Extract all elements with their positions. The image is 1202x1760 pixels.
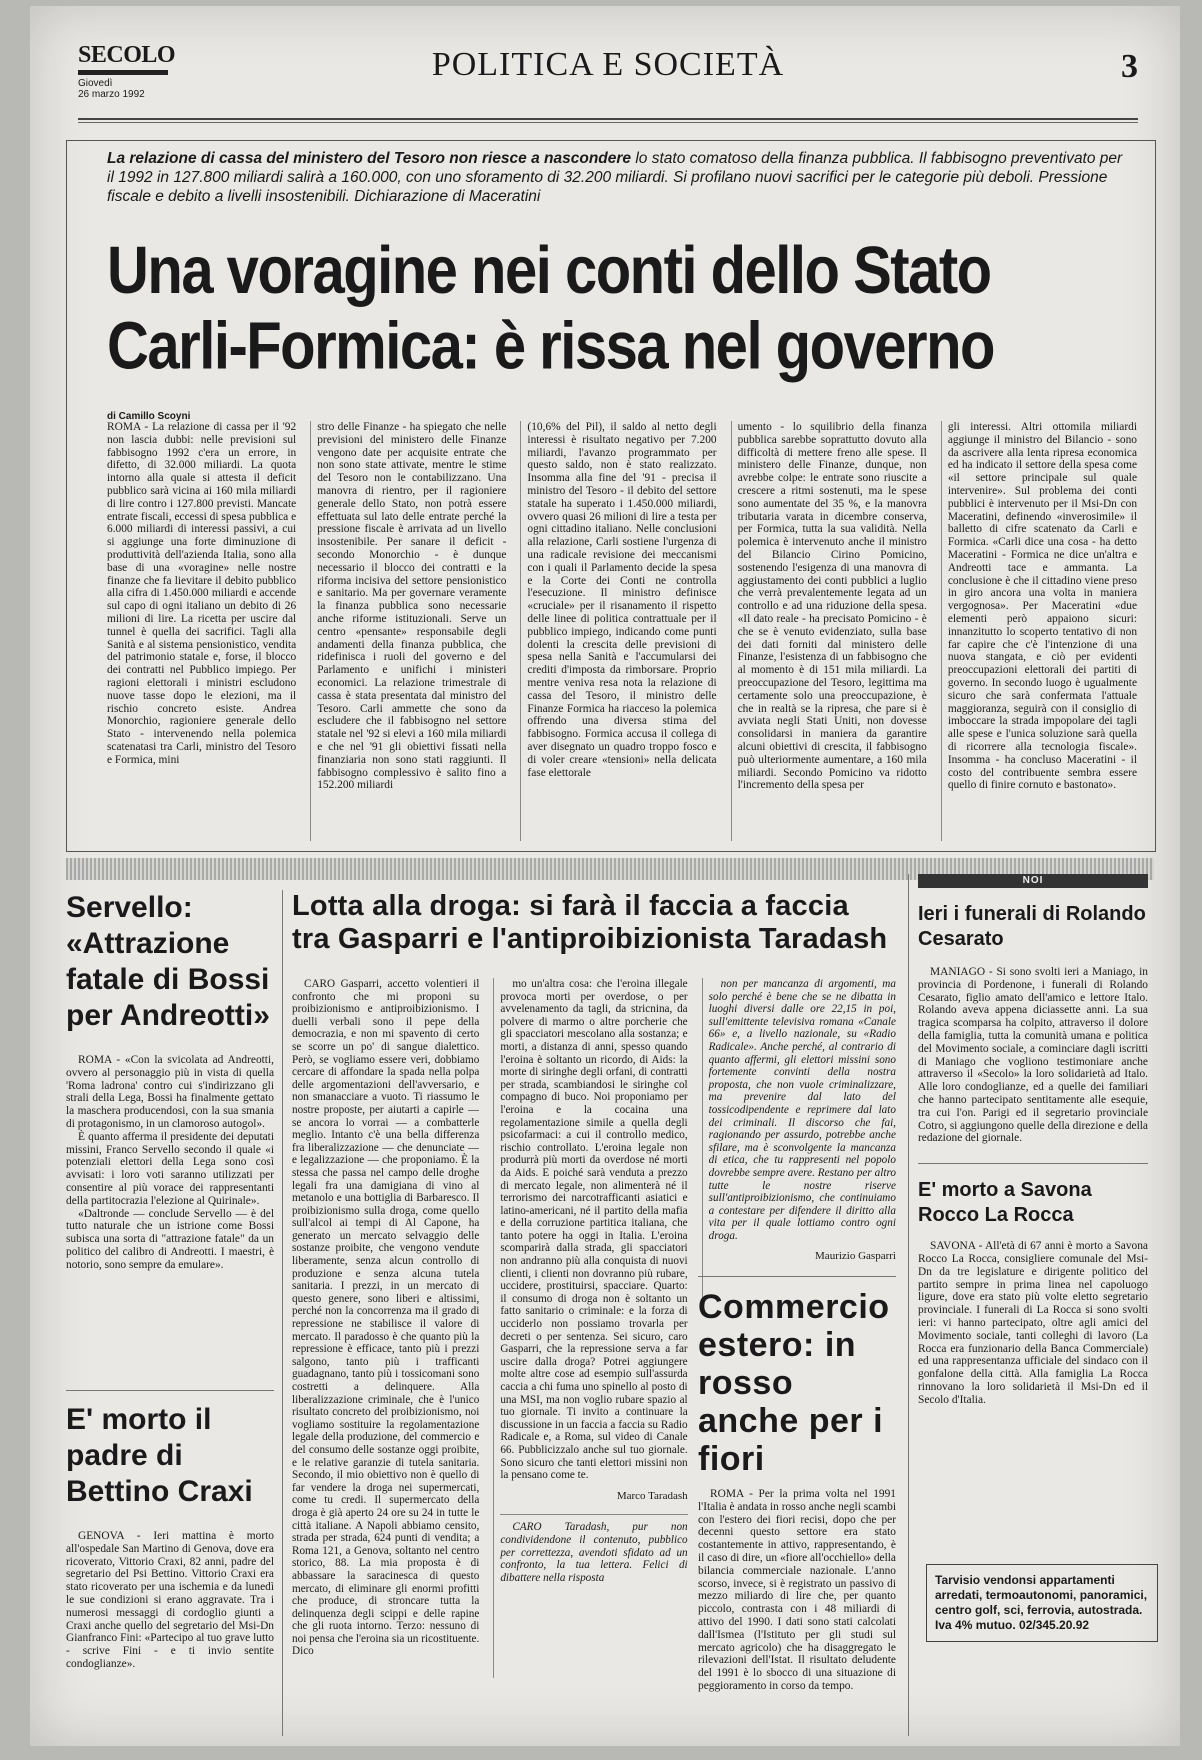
droga-headline-line-2: tra Gasparri e l'antiproibizionista Taradash bbox=[292, 923, 888, 955]
droga-column bbox=[493, 978, 687, 1678]
column-rule bbox=[282, 890, 283, 1736]
lead-summary-bold: La relazione di cassa del ministero del Tesoro non riesce a nascondere bbox=[107, 150, 632, 167]
article-separator bbox=[918, 1163, 1148, 1164]
lead-columns bbox=[107, 421, 1137, 841]
commercio-body bbox=[698, 1488, 896, 1693]
servello-headline: Servello: «Attrazione fatale di Bossi per Andreotti» bbox=[66, 891, 270, 1032]
signature-taradash: Marco Taradash bbox=[616, 1489, 688, 1502]
lead-byline: di Camillo Scoyni bbox=[107, 411, 191, 422]
lead-column: umento - lo squilibrio della finanza pubblica sarebbe soprattutto dovuto alla difficoltà di mettere freno alle spese. Il ministero delle Finanze, dunque, non avrebbe colpe: le entrate sono riuscite a crescere a ritmi sostenuti, ma le spese sono aumentate del 35 %, e la manovra tributaria varata in dicembre conserva, per Formica, tutta la sua validità. Nella polemica è intervenuto anche il ministro del Bilancio Cirino Pomicino, sostenendo l'esigenza di una manovra di aggiustamento dei conti pubblici a luglio che verrà prevalentemente legata ad un controllo e ad una riduzione della spesa. «Il dato reale - ha precisato Pomicino - è che se è venuto evidenziato, sulla base dei dati forniti dal ministero delle Finanze, l'esistenza di un fabbisogno che al momento è di 151 mila miliardi. La preoccupazione del Tesoro, legittima ma certamente solo una preoccupazione, è che in realtà se la ripresa, che pare si è avviata negli Stati Uniti, non dovesse consolidarsi in maniera da garantire alcuni obiettivi di crescita, il fabbisogno può ulteriormente aumentare, a 160 mila miliardi. Secondo Pomicino va ridotto l'incremento della spesa per bbox=[731, 421, 927, 841]
larocca-paragraph: SAVONA - All'età di 67 anni è morto a Savona Rocco La Rocca, consigliere comunale del Msi-Dn da tre legislature e dirigente politico del partito sempre in prima linea nel capoluogo ligure, dove era stato più volte eletto segretario provinciale. I funerali di La Rocca si sono svolti ieri: vi hanno partecipato, oltre agli amici del Movimento sociale, tanti colleghi di lavoro (La Rocca era funzionario della Banca Commerciale) ed una rappresentanza ufficiale del sindaco con il gonfalone della città. Alla famiglia La Rocca rinnovano la loro solidarietà il Msi-Dn ed il Secolo d'Italia. bbox=[918, 1240, 1148, 1406]
page-number: 3 bbox=[1121, 48, 1138, 85]
servello-body bbox=[66, 1054, 274, 1272]
commercio-paragraph: ROMA - Per la prima volta nel 1991 l'Italia è andata in rosso anche negli scambi con l'estero dei fiori recisi, dopo che per decenni questo settore era stato costantemente in attivo, rappresentando, è il caso di dire, un «fiore all'occhiello» della bilancia commerciale nazionale. L'anno scorso, invece, si è registrato un passivo di mezzo miliardo di lire che, per quanto piccolo, contrasta con i 48 miliardi di attivo del 1990. I dati sono stati calcolati dall'Ismea (l'Istituto per gli studi sul mercato agricolo) che ha disaggregato le rilevazioni dell'Istat. Il risultato deludente del 1991 è lo sbocco di una situazione di peggioramento in corso da tempo. bbox=[698, 1488, 896, 1692]
droga-headline bbox=[292, 890, 896, 956]
funerali-body bbox=[918, 966, 1148, 1145]
commercio-headline: Commercio estero: in rosso anche per i fiori bbox=[698, 1288, 890, 1478]
servello-paragraph: «Daltronde — conclude Servello — è del tutto naturale che un istrione come Bossi subisca una sorta di "attrazione fatale" da un politico del calibro di Andreotti. I maestri, è notorio, sono sempre da emulare». bbox=[66, 1207, 274, 1271]
lead-headline bbox=[107, 233, 1137, 385]
droga-column bbox=[702, 978, 896, 1308]
servello-paragraph: ROMA - «Con la svicolata ad Andreotti, ovvero al personaggio più in vista di quella 'Roma ladrona' contro cui s'indirizzano gli strali della Lega, Bossi ha finalmente gettato la maschera producendosi, con la sua smania di protagonismo, in un clamoroso autogol». bbox=[66, 1054, 274, 1130]
signature-gasparri: Maurizio Gasparri bbox=[815, 1250, 896, 1263]
issue-date-value: 26 marzo 1992 bbox=[78, 89, 145, 100]
newspaper-page bbox=[30, 6, 1180, 1746]
article-separator bbox=[66, 1390, 274, 1391]
droga-reply-note: CARO Taradash, pur non condividendone il contenuto, pubblico per correttezza, avendoti sfidato ad un confronto, la tua lettera. Felici di dibattere nella risposta bbox=[500, 1514, 687, 1584]
masthead bbox=[78, 42, 1138, 112]
lead-summary bbox=[107, 149, 1127, 206]
droga-paragraph: CARO Gasparri, accetto volentieri il confronto che mi proponi su proibizionismo e antiproibizionismo. I duelli verbali sono il pepe della democrazia, e non mi spavento di certo se scorre un po' di sangue dialettico. Però, se vogliamo essere veri, dobbiamo cercare di affondare la spada nella polpa delle argomentazioni dell'avversario, e non smanacciare a vuoto. Ti riassumo le nostre proposte, per aiutarti a capirle — se ancora lo vorrai — a combatterle meglio. Intanto c'è una bella differenza fra liberalizzazione — che denunciate — e legalizzazione — che proponiamo. È la stessa che passa nel campo delle droghe legali fra una damigiana di vino al metanolo e una bottiglia di Barbaresco. Il proibizionismo sulla droga, come quello sull'alcol ai tempi di Al Capone, ha generato un mercato selvaggio delle sostanze proibite, che vengono vendute liberamente, senza alcun controllo di produzione e senza alcuna tutela sanitaria. I prezzi, in un mercato di questo genere, sono liberi e altissimi, perché non la concorrenza ma il grado di repressione ne stabilisce il valore di mercato. Il paradosso è che quanto più la repressione è efficace, tanto più i prezzi salgono, tanto più i trafficanti guadagnano, tanto più i tossicomani sono costretti a delinquere. Alla liberalizzazione criminale, che è l'unico risultato concreto del proibizionismo, noi vogliamo sostituire la regolamentazione legale della produzione, del commercio e del consumo delle sostanze oggi proibite, e le relative garanzie di tutela sanitaria. Secondo, il mio obiettivo non è quello di far vendere la droga nei supermercati, come tu credi. Il supermercato della droga è già aperto 24 ore su 24 in tutte le città italiane. A Napoli abbiamo censito, strada per strada, 624 punti di vendita; a Roma 121, a Genova, soltanto nel centro storico, 88. La mia proposta è di abbassare la saracinesca di questo mercato, di eliminare gli enormi profitti che produce, di stroncare tutta la delinquenza degli scippi e delle rapine che gli ruota intorno. Terzo: nessuno di noi pensa che l'eroina sia un ricostituente. Dico bbox=[292, 978, 480, 1658]
issue-day: Giovedì bbox=[78, 78, 113, 89]
lead-column: stro delle Finanze - ha spiegato che nelle previsioni del ministero delle Finanze vengono date per acquisite entrate che non sono state attivate, mentre le stime del Tesoro non le contabilizzano. Una manovra di rientro, per il ragioniere generale dello Stato, non potrà essere effettuata sul lato delle entrate perché la pressione fiscale è arrivata ad un livello insostenibile. Per sanare il deficit - secondo Monorchio - è dunque necessario il blocco dei contratti e la riforma incisiva del settore pensionistico e sanitario. Ma per governare veramente la finanza pubblica sono necessarie anche riforme istituzionali. Serve un centro «pensante» responsabile degli andamenti della finanza pubblica, che ridefinisca i ruoli del governo e del Parlamento e unifichi i ministeri economici. La relazione trimestrale di cassa è stata presentata dal ministro del Tesoro. Carli ammette che sono da escludere che il fabbisogno nel settore statale nel '92 si elevi a 160 mila miliardi e che nel '91 gli obiettivi fissati nella finanziaria non sono stati raggiunti. Il fabbisogno complessivo è salito fino a 152.200 miliardi bbox=[310, 421, 506, 841]
masthead-rule bbox=[78, 118, 1138, 120]
section-title: POLITICA E SOCIETÀ bbox=[431, 46, 785, 83]
lead-column: (10,6% del Pil), il saldo al netto degli interessi è risultato negativo per 7.200 miliardi, l'avanzo programmato per questo saldo, non è stato realizzato. Insomma alla fine del '91 - precisa il ministro del Tesoro - il debito del settore statale ha superato i 1.450.000 miliardi, ovvero quasi 26 milioni di lire a testa per ogni cittadino italiano. Nelle conclusioni alla relazione, Carli sostiene l'urgenza di una radicale revisione dei meccanismi con i quali il Parlamento decide la spesa e la Corte dei Conti ne controlla l'esecuzione. Il ministro definisce «cruciale» per il risanamento il rispetto delle linee di politica contrattuale per il pubblico impiego, indicando come punti dolenti la crescita delle previsioni di spesa nella Sanità e l'accumularsi dei crediti d'imposta da rimborsare. Proprio mentre veniva resa nota la relazione di cassa del Tesoro, il ministro delle Finanze Formica ha riacceso la polemica offrendo una diversa stima del fabbisogno. Formica accusa il collega di aver disegnato un quadro troppo fosco e di voler creare «tensioni» nella delicata fase elettorale bbox=[520, 421, 716, 841]
lead-column: gli interessi. Altri ottomila miliardi aggiunge il ministro del Bilancio - sono da ascrivere alla lenta ripresa economica ed ha indicato il settore della spesa come «il settore principale sul quale intervenire». Sul problema dei conti pubblici è intervenuto per il Msi-Dn con Maceratini, definendo «inverosimile» il balletto di cifre scatenato da Carli e Formica. «Carli dice una cosa - ha detto Maceratini - Formica ne dice un'altra e Andreotti tace e ammanta. La conclusione è che il cittadino viene preso in giro ancora una volta in maniera vergognosa». Per Maceratini «due elementi però appaiono sicuri: innanzitutto lo scoperto tentativo di non far capire che c'è l'intenzione di una nuova stangata, e ciò per evidenti preoccupazioni elettorali dei partiti di governo. In secondo luogo è ugualmente sicuro che sarà confermata l'attuale maggioranza, seguirà con il consiglio di imboccare la strada impopolare dei tagli alle spese e l'unica soluzione sarà quella di ricorrere alla tecnologia fiscale». Insomma - ha concluso Maceratini - il costo del contribuente sembra essere quello di finire cornuto e bastonato». bbox=[941, 421, 1137, 841]
craxi-article bbox=[66, 1402, 274, 1671]
lead-headline-line-1: Una voragine nei conti dello Stato bbox=[107, 233, 991, 308]
funerali-headline: Ieri i funerali di Rolando Cesarato bbox=[918, 903, 1146, 950]
lead-column: ROMA - La relazione di cassa per il '92 non lascia dubbi: nelle previsioni sul fabbisogno 1992 c'era un errore, in difetto, di 32.000 miliardi. La quota intorno alla quale si attesta il deficit pubblico sarà vicina ai 160 mila miliardi di lire contro i 127.800 previsti. Mancate entrate fiscali, eccessi di spesa pubblica e 6.000 miliardi di interessi passivi, a cui si aggiunge una forte diminuzione di produttività dell'azienda Italia, sono alla base di una «voragine» nelle nostre finanze che fa lievitare il debito pubblico alla cifra di 1.450.000 miliardi e accende sul capo di ogni italiano un debito di 26 milioni di lire. La ricetta per uscire dal tunnel è quella dei sacrifici. Tagli alla Sanità e al sistema pensionistico, vendita del patrimonio statale e, forse, il blocco dei contratti nel Pubblico impiego. Per ragioni elettorali i ministri escludono nuove tasse dopo le elezioni, ma il rischio concreto esiste. Andrea Monorchio, ragioniere generale dello Stato - intervenendo nella polemica scatenatasi tra Carli, ministro del Tesoro e Formica, mini bbox=[107, 421, 297, 766]
lead-summary-rest: lo stato comatoso della finanza pubblica. Il fabbisogno preventivato per il 1992 in 127.800 miliardi salirà a 160.000, con uno sforamento di 32.200 miliardi. Si profilano nuovi sacrifici per le categorie più deboli. Pressione fiscale e debito a livelli insostenibili. Dichiarazione di Maceratini bbox=[107, 150, 1123, 205]
classified-ad: Tarvisio vendonsi appartamenti arredati, termoautonomi, panoramici, centro golf, sci, ferrovia, autostrada. Iva 4% mutuo. 02/345.20.92 bbox=[926, 1564, 1158, 1642]
right-column bbox=[918, 874, 1148, 1734]
droga-paragraph: mo un'altra cosa: che l'eroina illegale provoca morti per overdose, o per avvelenamento da tagli, da stricnina, da polvere di marmo o altre porcherie che gli spacciatori mescolano alla sostanza; e morti, a distanza di anni, spesso quando l'eroina è soltanto un ricordo, di Aids: la morte di siringhe degli orfani, di contratti per strada, scambiandosi le siringhe col compagno di buco. Noi proponiamo per l'eroina e la cocaina una regolamentazione simile a quella degli psicofarmaci: a cui il controllo medico, rischio controllato. L'eroina legale non produrrà più morti da overdose né morti da Aids. E poiché sarà venduta a prezzo di mercato legale, non alimenterà né il terrorismo dei narcotrafficanti asiatici e latino-americani, né il partito della mafia e della corruzione partitica italiana, che tanto potere ha oggi in Italia. L'eroina scomparirà dalla strada, gli spacciatori non andranno più alla conquista di nuovi clienti, i clienti non dovranno più rubare, uccidere, prostituirsi, spacciare. Quarto: il consumo di droga non è soltanto un fatto sanitario o criminale: e la forza di ucciderlo non possiamo trovarla per decreti o per sentenza. Sei sicuro, caro Gasparri, che la repressione serva a far uscire dalla droga? Potrei aggiungere molte altre cose ad esempio sull'assurda caccia a chi fuma uno spinello al posto di una MSI, ma non voglio rubare spazio al tuo giornale. Ti invito a continuare la discussione in un faccia a faccia su Radio Radicale e, a Roma, sul video di Canale 66. Pubblicizzalo anche sul tuo giornale. Sono sicuro che tanti elettori missini non la pensano come te. bbox=[500, 978, 688, 1482]
funerali-paragraph: MANIAGO - Si sono svolti ieri a Maniago, in provincia di Pordenone, i funerali di Rolando Cesarato, figlio amato dell'amico e lettore Italo. Rolando aveva appena diciassette anni. La sua tragica scomparsa ha colpito, attraverso il dolore della famiglia, tutta la comunità umana e politica del Movimento sociale, a cominciare dagli iscritti di Maniago che vogliono testimoniare anche attraverso il «Secolo» la loro solidarietà ad Italo. Alle loro condoglianze, ed a quelle dei familiari che hanno partecipato sentitamente alle esequie, tra cui l'on. Parigi ed il segretario provinciale Cotro, si aggiungono quelle della direzione e della redazione del giornale. bbox=[918, 966, 1148, 1145]
droga-headline-line-1: Lotta alla droga: si farà il faccia a faccia bbox=[292, 890, 849, 922]
masthead-rule-thin bbox=[78, 122, 1138, 123]
section-badge: NOI bbox=[918, 874, 1148, 888]
craxi-body bbox=[66, 1530, 274, 1671]
newspaper-logo: SECOLO bbox=[78, 42, 176, 68]
larocca-headline: E' morto a Savona Rocco La Rocca bbox=[918, 1179, 1092, 1227]
larocca-body bbox=[918, 1240, 1148, 1406]
lead-article bbox=[66, 140, 1156, 852]
commercio-article bbox=[698, 1288, 896, 1728]
column-rule bbox=[908, 874, 909, 1736]
article-separator bbox=[698, 1276, 896, 1277]
craxi-headline: E' morto il padre di Bettino Craxi bbox=[66, 1403, 253, 1508]
droga-column bbox=[292, 978, 479, 1678]
droga-paragraph: non per mancanza di argomenti, ma solo perché è bene che se ne dibatta in luoghi diversi dalle ore 22,15 in poi, sull'emittente televisiva romana «Canale 66» e, a livello nazionale, su «Radio Radicale». Anche perché, al contrario di quanto affermi, gli elettori missini sono fortemente convinti della nostra proposta, che non vuole criminalizzare, ma prevenire dal lato del tossicodipendente e reprimere dal lato dei criminali. Il discorso che fai, ragionando per assurdo, potrebbe anche sfilare, ma è sconvolgente la mancanza di etica, che tu rappresenti nel popolo dovrebbe sempre avere. Restano per altro tutte le nostre riserve sull'antiproibizionismo, che continuiamo a contestare per difendere il diritto alla vita per il quale lottiamo contro ogni droga. bbox=[708, 978, 896, 1242]
lead-headline-line-2: Carli-Formica: è rissa nel governo bbox=[107, 308, 994, 384]
craxi-paragraph: GENOVA - Ieri mattina è morto all'ospedale San Martino di Genova, dove era ricoverato, Vittorio Craxi, 82 anni, padre del segretario del Psi Bettino. Vittorio Craxi era stato ricoverato per una ischemia e da lunedì le sue condizioni si erano aggravate. Tra i numerosi messaggi di cordoglio giunti a Craxi anche quello del segretario del Msi-Dn Gianfranco Fini: «Partecipo al tuo grave lutto - scrive Fini - e ti invio sentite condoglianze». bbox=[66, 1530, 274, 1670]
servello-article bbox=[66, 890, 274, 1740]
servello-paragraph: È quanto afferma il presidente dei deputati missini, Franco Servello secondo il quale «i potenziali elettori della Lega sono così avvisati: i loro voti saranno utilizzati per consentire al più vorace dei rappresentanti della partitocrazia l'elezione al Quirinale». bbox=[66, 1130, 274, 1207]
